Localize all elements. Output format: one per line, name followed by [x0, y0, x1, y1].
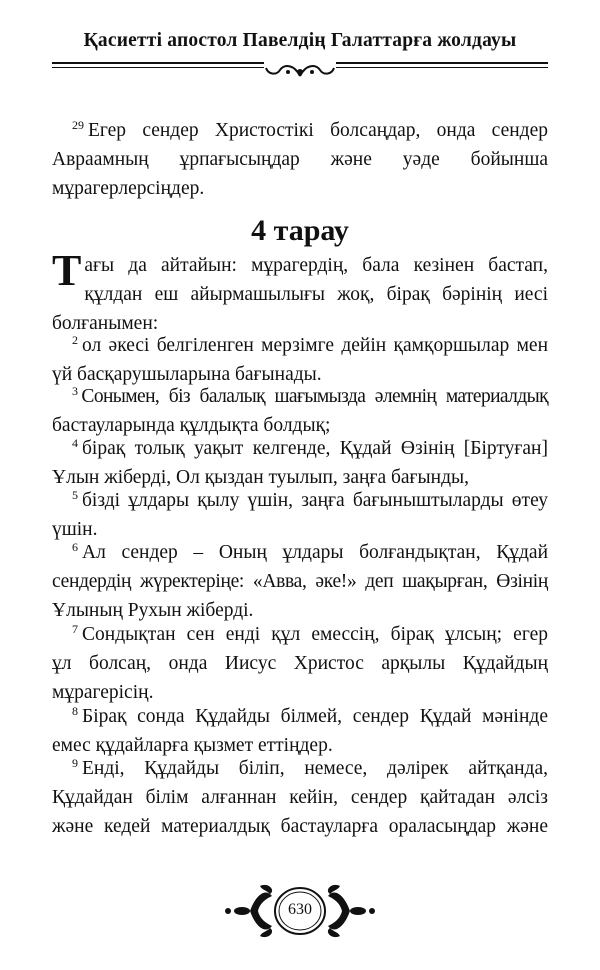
verse-29-line-2: Авраамның ұрпағысыңдар және уәде бойынша [52, 149, 548, 170]
verse-7-line-3: мұрагерісің. [52, 682, 154, 703]
verse-number: 5 [72, 488, 78, 502]
verse-1 [52, 246, 548, 338]
verse-2 [52, 331, 548, 389]
verse-number: 3 [72, 384, 78, 398]
verse-1-line-1: ағы да айтайын: мұрагердің, бала кезінен бастап, [84, 255, 548, 276]
verse-number: 7 [72, 622, 78, 636]
verse-8-line-2: емес құдайларға қызмет еттіңдер. [52, 735, 333, 756]
verse-4-line-2: Ұлын жіберді, Ол қыздан туылып, заңға бағынды, [52, 467, 469, 488]
drop-cap: Т [52, 246, 82, 295]
verse-6-line-2: сендердің жүректеріңе: «Авва, әке!» деп шақырған, Өзінің [52, 571, 548, 592]
verse-5-line-1: бізді ұлдары қылу үшін, заңға бағыныштыларды өтеу [82, 490, 548, 511]
verse-9-line-3: және кедей материалдық бастауларға ораласыңдар және [52, 816, 548, 837]
verse-7 [52, 620, 548, 707]
running-head: Қасиетті апостол Павелдің Галаттарға жолдауы [83, 30, 517, 51]
verse-3 [52, 382, 548, 440]
verse-9 [52, 754, 548, 841]
verse-number: 8 [72, 704, 78, 718]
verse-3-line-1: Сонымен, біз балалық шағымызда әлемнің материалдық [81, 386, 548, 407]
verse-29-line-3: мұрагерлерсіңдер. [52, 178, 205, 199]
verse-2-line-1: ол әкесі белгіленген мерзімге дейін қамқоршылар мен [82, 335, 548, 356]
verse-2-line-2: үй басқарушыларына бағынады. [52, 364, 322, 385]
verse-number: 2 [72, 333, 78, 347]
verse-5 [52, 486, 548, 544]
chapter-title: 4 тарау [251, 214, 349, 247]
verse-6-line-1: Ал сендер – Оның ұлдары болғандықтан, Құдай [82, 542, 548, 563]
verse-5-line-2: үшін. [52, 519, 98, 540]
verse-8-line-1: Бірақ сонда Құдайды білмей, сендер Құдай мәнінде [82, 706, 548, 727]
verse-8 [52, 702, 548, 760]
page-number: 630 [288, 901, 312, 918]
verse-1-line-2: құлдан еш айырмашылығы жоқ, бірақ бәрінің иесі [84, 284, 548, 305]
verse-29 [52, 116, 548, 203]
verse-4-line-1: бірақ толық уақыт келгенде, Құдай Өзінің [Біртуған] [82, 438, 548, 459]
verse-number: 4 [72, 436, 78, 450]
verse-1-line-3: болғанымен: [52, 313, 159, 334]
verse-number: 6 [72, 540, 78, 554]
verse-29-line-1: Егер сендер Христостікі болсаңдар, онда сендер [88, 120, 548, 141]
verse-number: 29 [72, 118, 84, 132]
verse-7-line-2: ұл болсаң, онда Иисус Христос арқылы Құдайдың [52, 653, 548, 674]
header-ornament-icon [264, 60, 336, 82]
verse-6-line-3: Ұлының Рухын жіберді. [52, 600, 254, 621]
verse-7-line-1: Сондықтан сен енді құл емессің, бірақ ұлсың; егер [82, 624, 548, 645]
verse-number: 9 [72, 756, 78, 770]
verse-3-line-2: бастауларында құлдықта болдық; [52, 415, 331, 436]
verse-9-line-2: Құдайдан білім алғаннан кейін, сендер қайтадан әлсіз [52, 787, 548, 808]
verse-4 [52, 434, 548, 492]
verse-6 [52, 538, 548, 625]
verse-9-line-1: Енді, Құдайды біліп, немесе, дәлірек айтқанда, [82, 758, 548, 779]
